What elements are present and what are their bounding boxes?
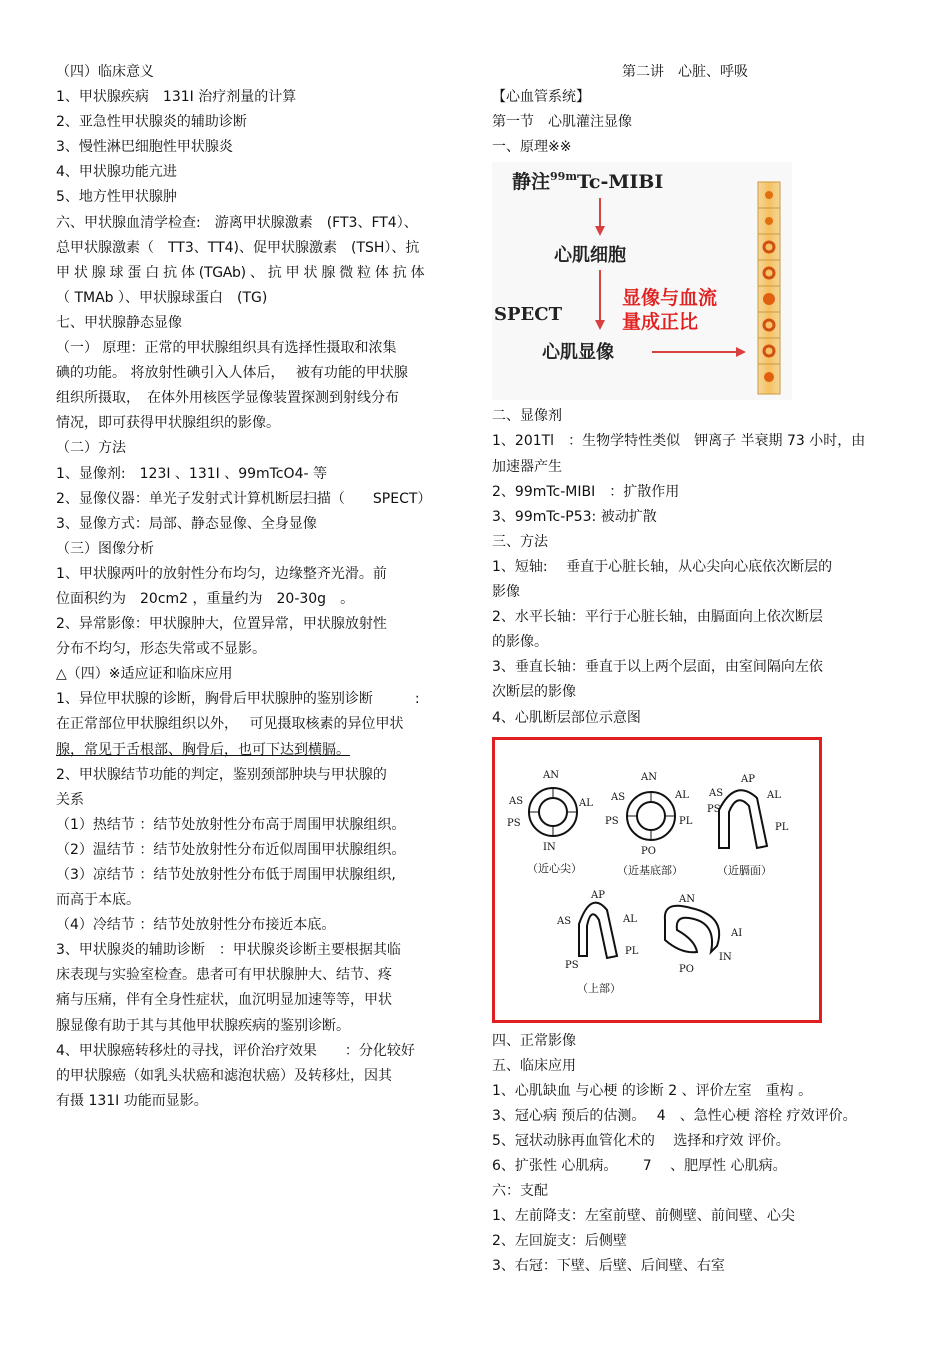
text-line: 碘的功能。 将放射性碘引入人体后， 被有功能的甲状腺 xyxy=(56,365,408,382)
text-line: 有摄 131I 功能而显影。 xyxy=(56,1092,208,1109)
text-line: 3、慢性淋巴细胞性甲状腺炎 xyxy=(56,139,233,156)
step3-text: 心肌显像 xyxy=(542,342,614,364)
short-axis-base-section xyxy=(605,772,693,877)
step1-text: 静注$^{99m}$Tc-MIBI xyxy=(512,170,664,194)
text-line: 的甲状腺癌（如乳头状癌和滤泡状癌）及转移灶，因其 xyxy=(56,1067,392,1084)
text-line: 组织所摄取， 在体外用核医学显像装置探测到射线分布 xyxy=(56,390,399,407)
svg-text:AL: AL xyxy=(767,789,781,801)
text-line: 六：支配 xyxy=(492,1183,548,1200)
svg-text:PL: PL xyxy=(625,945,639,957)
text-line: 四、正常影像 xyxy=(492,1032,576,1049)
text-line: 三、方法 xyxy=(492,533,548,550)
svg-text:AS: AS xyxy=(611,791,626,803)
text-line: 6、扩张性 心肌病。 7 、肥厚性 心肌病。 xyxy=(492,1158,787,1175)
text-line: 3、99mTc-P53: 被动扩散 xyxy=(492,508,657,525)
svg-text:AN: AN xyxy=(543,769,559,781)
svg-text:AP: AP xyxy=(591,889,605,901)
curved-section xyxy=(665,894,742,975)
text-line: 5、地方性甲状腺肿 xyxy=(56,189,177,206)
svg-text:PS: PS xyxy=(605,815,619,827)
text-line: （ TMAb ）、甲状腺球蛋白 (TG) xyxy=(56,289,268,306)
figure-background xyxy=(492,162,792,400)
text-line: 1、心肌缺血 与心梗 的诊断 2 、评价左室 重构 。 xyxy=(492,1082,813,1099)
horizontal-long-axis-section xyxy=(707,774,789,877)
text-line: △（四）※适应证和临床应用 xyxy=(56,666,233,683)
svg-text:PS: PS xyxy=(507,817,521,829)
svg-text:AS: AS xyxy=(709,787,724,799)
text-line: 六、甲状腺血清学检查: 游离甲状腺激素 (FT3、FT4）、 xyxy=(56,214,418,231)
svg-text:AL: AL xyxy=(675,789,689,801)
text-line: 床表现与实验室检查。患者可有甲状腺肿大、结节、疼 xyxy=(56,967,392,984)
text-line: 2、亚急性甲状腺炎的辅助诊断 xyxy=(56,114,247,131)
short-axis-apex-section xyxy=(507,770,593,875)
text-line: 3、冠心病 预后的估测。 4 、急性心梗 溶栓 疗效评价。 xyxy=(492,1107,857,1124)
svg-text:AP: AP xyxy=(741,773,755,785)
step2-text: 心肌细胞 xyxy=(554,245,626,267)
svg-text:IN: IN xyxy=(543,841,556,853)
text-line: 【心血管系统】 xyxy=(492,89,590,106)
text-line: （4）冷结节 ：结节处放射性分布接近本底。 xyxy=(56,917,336,934)
svg-text:PL: PL xyxy=(775,821,789,833)
svg-text:AI: AI xyxy=(731,927,743,939)
text-line: 2、水平长轴：平行于心脏长轴，由膈面向上依次断层 xyxy=(492,609,823,626)
text-line: 3、右冠：下壁、后壁、后间壁、右室 xyxy=(492,1258,725,1275)
text-line: 4、心肌断层部位示意图 xyxy=(492,709,641,726)
red-text-2: 量成正比 xyxy=(622,311,699,334)
text-line: 2、显像仪器：单光子发射式计算机断层扫描（ SPECT） xyxy=(56,490,432,507)
text-line: 腺显像有助于其与其他甲状腺疾病的鉴别诊断。 xyxy=(56,1017,350,1034)
svg-text:AS: AS xyxy=(557,915,572,927)
svg-text:AL: AL xyxy=(623,913,637,925)
svg-text:PL: PL xyxy=(679,815,693,827)
text-line: 4、甲状腺癌转移灶的寻找，评价治疗效果 ：分化较好 xyxy=(56,1042,415,1059)
spect-text: SPECT xyxy=(494,304,562,326)
text-line: 腺，常见于舌根部、胸骨后，也可下达到横膈。 xyxy=(56,741,350,758)
text-line: 在正常部位甲状腺组织以外， 可见摄取核素的异位甲状 xyxy=(56,716,404,733)
text-line: 影像 xyxy=(492,584,520,601)
svg-text:PS: PS xyxy=(565,959,579,971)
text-line: （2）温结节 ：结节处放射性分布近似周围甲状腺组织。 xyxy=(56,841,406,858)
caption-near-apex: （近心尖） xyxy=(527,861,582,875)
svg-text:AN: AN xyxy=(679,893,695,905)
right-column xyxy=(492,60,902,1280)
principle-diagram xyxy=(492,162,792,400)
caption-upper: （上部） xyxy=(577,981,621,995)
myocardium-image-strip xyxy=(758,182,780,394)
svg-text:IN: IN xyxy=(719,951,732,963)
text-line: 位面积约为 20cm2 ，重量约为 20-30g 。 xyxy=(56,590,355,607)
text-line: 4、甲状腺功能亢进 xyxy=(56,164,177,181)
text-line: 痛与压痛，伴有全身性症状，血沉明显加速等等，甲状 xyxy=(56,992,392,1009)
text-line: 1、短轴: 垂直于心脏长轴，从心尖向心底依次断层的 xyxy=(492,558,833,575)
text-line: 关系 xyxy=(56,791,84,808)
text-line: （四）临床意义 xyxy=(56,64,154,80)
svg-text:AN: AN xyxy=(641,771,657,783)
text-line: 次断层的影像 xyxy=(492,684,576,701)
text-line: 甲 状 腺 球 蛋 白 抗 体 (TGAb) 、 抗 甲 状 腺 微 粒 体 抗 体 xyxy=(56,264,425,281)
text-line: 第一节 心肌灌注显像 xyxy=(492,114,632,131)
text-line: 情况，即可获得甲状腺组织的影像。 xyxy=(56,415,280,432)
svg-text:AS: AS xyxy=(509,795,524,807)
text-line: 2、甲状腺结节功能的判定，鉴别颈部肿块与甲状腺的 xyxy=(56,766,387,783)
svg-text:AL: AL xyxy=(579,797,593,809)
text-line: 1、甲状腺疾病 131I 治疗剂量的计算 xyxy=(56,89,297,106)
text-line: 总甲状腺激素（ TT3、TT4)、促甲状腺激素 (TSH）、抗 xyxy=(56,239,420,256)
text-line: 3、显像方式：局部、静态显像、全身显像 xyxy=(56,515,317,532)
text-line: （1）热结节 ：结节处放射性分布高于周围甲状腺组织。 xyxy=(56,816,406,833)
text-line: 加速器产生 xyxy=(492,458,562,475)
text-line: 3、甲状腺炎的辅助诊断 ：甲状腺炎诊断主要根据其临 xyxy=(56,942,401,959)
text-line: 2、左回旋支：后侧壁 xyxy=(492,1233,627,1250)
text-line: 1、左前降支：左室前壁、前侧壁、前间壁、心尖 xyxy=(492,1208,795,1225)
svg-text:PO: PO xyxy=(641,845,656,857)
text-line: 2、99mTc-MIBI ：扩散作用 xyxy=(492,483,680,500)
text-line: 1、201Tl ：生物学特性类似 钾离子 半衰期 73 小时，由 xyxy=(492,433,866,450)
text-line: 二、显像剂 xyxy=(492,408,562,425)
text-line: 2、异常影像：甲状腺肿大，位置异常，甲状腺放射性 xyxy=(56,616,387,633)
svg-text:PO: PO xyxy=(679,963,694,975)
text-line: 1、异位甲状腺的诊断，胸骨后甲状腺肿的鉴别诊断 : xyxy=(56,691,420,708)
text-line: 的影像。 xyxy=(492,634,548,651)
tomography-diagram xyxy=(495,740,819,1020)
text-line: 3、垂直长轴：垂直于以上两个层面，由室间隔向左依 xyxy=(492,659,823,676)
text-line: （一） 原理：正常的甲状腺组织具有选择性摄取和浓集 xyxy=(56,340,397,357)
left-column xyxy=(56,60,462,1114)
principle-figure xyxy=(492,162,792,400)
text-line: （3）凉结节 ：结节处放射性分布低于周围甲状腺组织, xyxy=(56,867,396,883)
caption-near-base: （近基底部） xyxy=(617,863,683,877)
text-line: 七、甲状腺静态显像 xyxy=(56,314,182,331)
text-line: 而高于本底。 xyxy=(56,892,140,909)
tomography-section-figure xyxy=(492,737,822,1023)
section-heading: 第二讲 心脏、呼吸 xyxy=(622,64,748,80)
svg-text:PS: PS xyxy=(707,803,721,815)
red-text-1: 显像与血流 xyxy=(622,287,718,310)
text-line: 5、冠状动脉再血管化术的 选择和疗效 评价。 xyxy=(492,1132,790,1149)
vertical-long-axis-section xyxy=(556,890,639,995)
text-line: 一、原理※※ xyxy=(492,139,572,156)
text-line: 五、临床应用 xyxy=(492,1057,576,1074)
text-line: 1、甲状腺两叶的放射性分布均匀，边缘整齐光滑。前 xyxy=(56,565,387,582)
caption-near-diaphragm: （近膈面） xyxy=(717,863,772,877)
text-line: 分布不均匀，形态失常或不显影。 xyxy=(56,641,266,658)
text-line: （二）方法 xyxy=(56,440,126,457)
text-line: 1、显像剂: 123I 、131I 、99mTcO4- 等 xyxy=(56,465,327,482)
text-line: （三）图像分析 xyxy=(56,540,154,557)
